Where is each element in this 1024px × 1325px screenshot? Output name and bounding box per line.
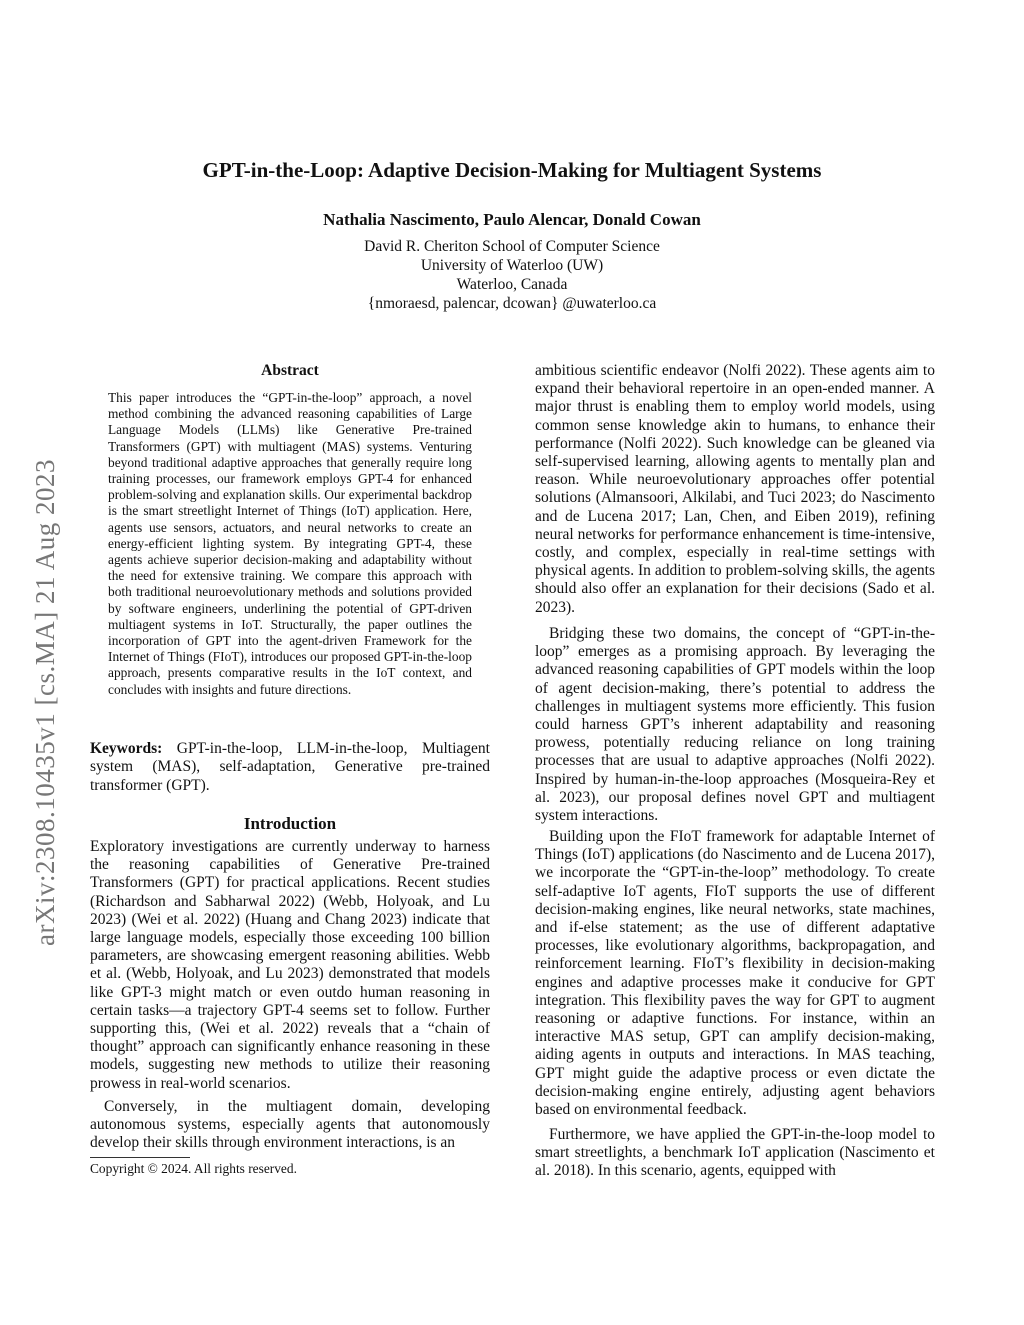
affiliation-line-3: Waterloo, Canada — [456, 276, 568, 293]
keywords — [90, 740, 490, 795]
paper-title: GPT-in-the-Loop: Adaptive Decision-Making for Multiagent Systems — [202, 158, 822, 182]
intro-paragraph-5: Furthermore, we have applied the GPT-in-the-loop model to smart streetlights, a benchmark IoT application (Nascimento et al. 2018). In this scenario, agents, equipped with — [535, 1126, 935, 1180]
affiliation-email: {nmoraesd, palencar, dcowan} @uwaterloo.ca — [367, 295, 657, 312]
copyright-footnote: Copyright © 2024. All rights reserved. — [90, 1161, 297, 1176]
introduction-heading: Introduction — [243, 814, 337, 833]
abstract-text: This paper introduces the “GPT-in-the-loop” approach, a novel method combining the advanced reasoning capabilities of Large Language Models (LLMs) like Generative Pre-trained Transformers (GPT) with multiagent (MAS) systems. Venturing beyond traditional adaptive approaches that generally require long training processes, our framework employs GPT-4 for enhanced problem-solving and explanation skills. Our experimental backdrop is the smart streetlight Internet of Things (IoT) application. Here, agents use sensors, actuators, and neural networks to create an energy-efficient lighting system. By integrating GPT-4, these agents achieve superior decision-making and adaptability without the need for extensive training. We compare this approach with both traditional neuroevolutionary methods and solutions provided by software engineers, underlining the potential of GPT-driven multiagent systems in IoT. Structurally, the paper outlines the incorporation of GPT into the agent-driven Framework for the Internet of Things (FIoT), introduces our proposed GPT-in-the-loop approach, presents comparative results in the IoT context, and concludes with insights and future directions. — [108, 390, 472, 697]
abstract-heading: Abstract — [261, 362, 319, 379]
intro-paragraph-3: Bridging these two domains, the concept of “GPT-in-the-loop” emerges as a promising approach. By leveraging the advanced reasoning capabilities of GPT models within the loop of agent decision-making, there’s potential to address the challenges in multiagent systems more efficiently. This fusion could harness GPT’s inherent adaptability and reasoning prowess, potentially reducing reliance on long training processes that are usual to adaptive approaches (Nolfi 2022). Inspired by human-in-the-loop approaches (Mosqueira-Rey et al. 2023), our proposal defines novel GPT and multiagent system interactions. — [535, 625, 935, 825]
affiliation-line-1: David R. Cheriton School of Computer Science — [364, 238, 660, 255]
keywords-label: Keywords: — [90, 740, 163, 757]
arxiv-identifier: arXiv:2308.10435v1 [cs.MA] 21 Aug 2023 — [30, 459, 60, 946]
intro-paragraph-2-continued: ambitious scientific endeavor (Nolfi 2022). These agents aim to expand their behavioral repertoire in an open-ended manner. A major thrust is enabling them to employ world models, using common sense knowledge akin to humans, to enhance their performance (Nolfi 2022). Such knowledge can be gleaned via self-supervised learning, allowing agents to mentally plan and reason. While neuroevolutionary approaches offer potential solutions (Almansoori, Alkilabi, and Tuci 2023; do Nascimento and de Lucena 2017; Lan, Chen, and Eiben 2019), refining neural networks for performance enhancement is time-intensive, costly, and complex, especially in real-time settings with physical agents. In addition to problem-solving skills, the agents should also offer an explanation for their decisions (Sado et al. 2023). — [535, 362, 935, 616]
paper-authors: Nathalia Nascimento, Paulo Alencar, Donald Cowan — [323, 210, 701, 229]
intro-paragraph-2: Conversely, in the multiagent domain, developing autonomous systems, especially agents that autonomously develop their skills through environment interactions, is an — [90, 1098, 490, 1152]
footnote-divider — [90, 1157, 190, 1158]
affiliation-line-2: University of Waterloo (UW) — [420, 257, 604, 274]
intro-paragraph-4: Building upon the FIoT framework for adaptable Internet of Things (IoT) applications (do Nascimento and de Lucena 2017), we incorporate the “GPT-in-the-loop” methodology. To create self-adaptive IoT agents, FIoT supports the use of different decision-making engines, like neural networks, state machines, and if-else statement; as the use of different adaptative processes, like evolutionary algorithms, backpropagation, and reinforcement learning. FIoT’s flexibility in decision-making engines and adaptive processes make it conducive for GPT integration. This flexibility paves the way for GPT to augment reasoning or adaptive functions. For instance, within an interactive MAS setup, GPT can amplify decision-making, aiding agents in outputs and interactions. In MAS teaching, GPT might guide the adaptive process or even dictate the decision-making engine entirely, adjusting agent behaviors based on environmental feedback. — [535, 828, 935, 1119]
intro-paragraph-1: Exploratory investigations are currently underway to harness the reasoning capabilities of Generative Pre-trained Transformers (GPT) for practical applications. Recent studies (Richardson and Sabharwal 2022) (Webb, Holyoak, and Lu 2023) (Wei et al. 2022) (Huang and Chang 2023) indicate that large language models, especially those exceeding 100 billion parameters, are showcasing emergent reasoning abilities. Webb et al. (Webb, Holyoak, and Lu 2023) demonstrated that models like GPT-3 might match or even outdo human reasoning in certain tasks—a trajectory GPT-4 seems set to follow. Further supporting this, (Wei et al. 2022) reveals that a “chain of thought” approach can significantly enhance reasoning in these models, suggesting new methods to utilize their reasoning prowess in real-world scenarios. — [90, 838, 490, 1092]
keywords-text: GPT-in-the-loop, LLM-in-the-loop, Multiagent system (MAS), self-adaptation, Generative pre-trained transformer (GPT). — [90, 740, 490, 794]
